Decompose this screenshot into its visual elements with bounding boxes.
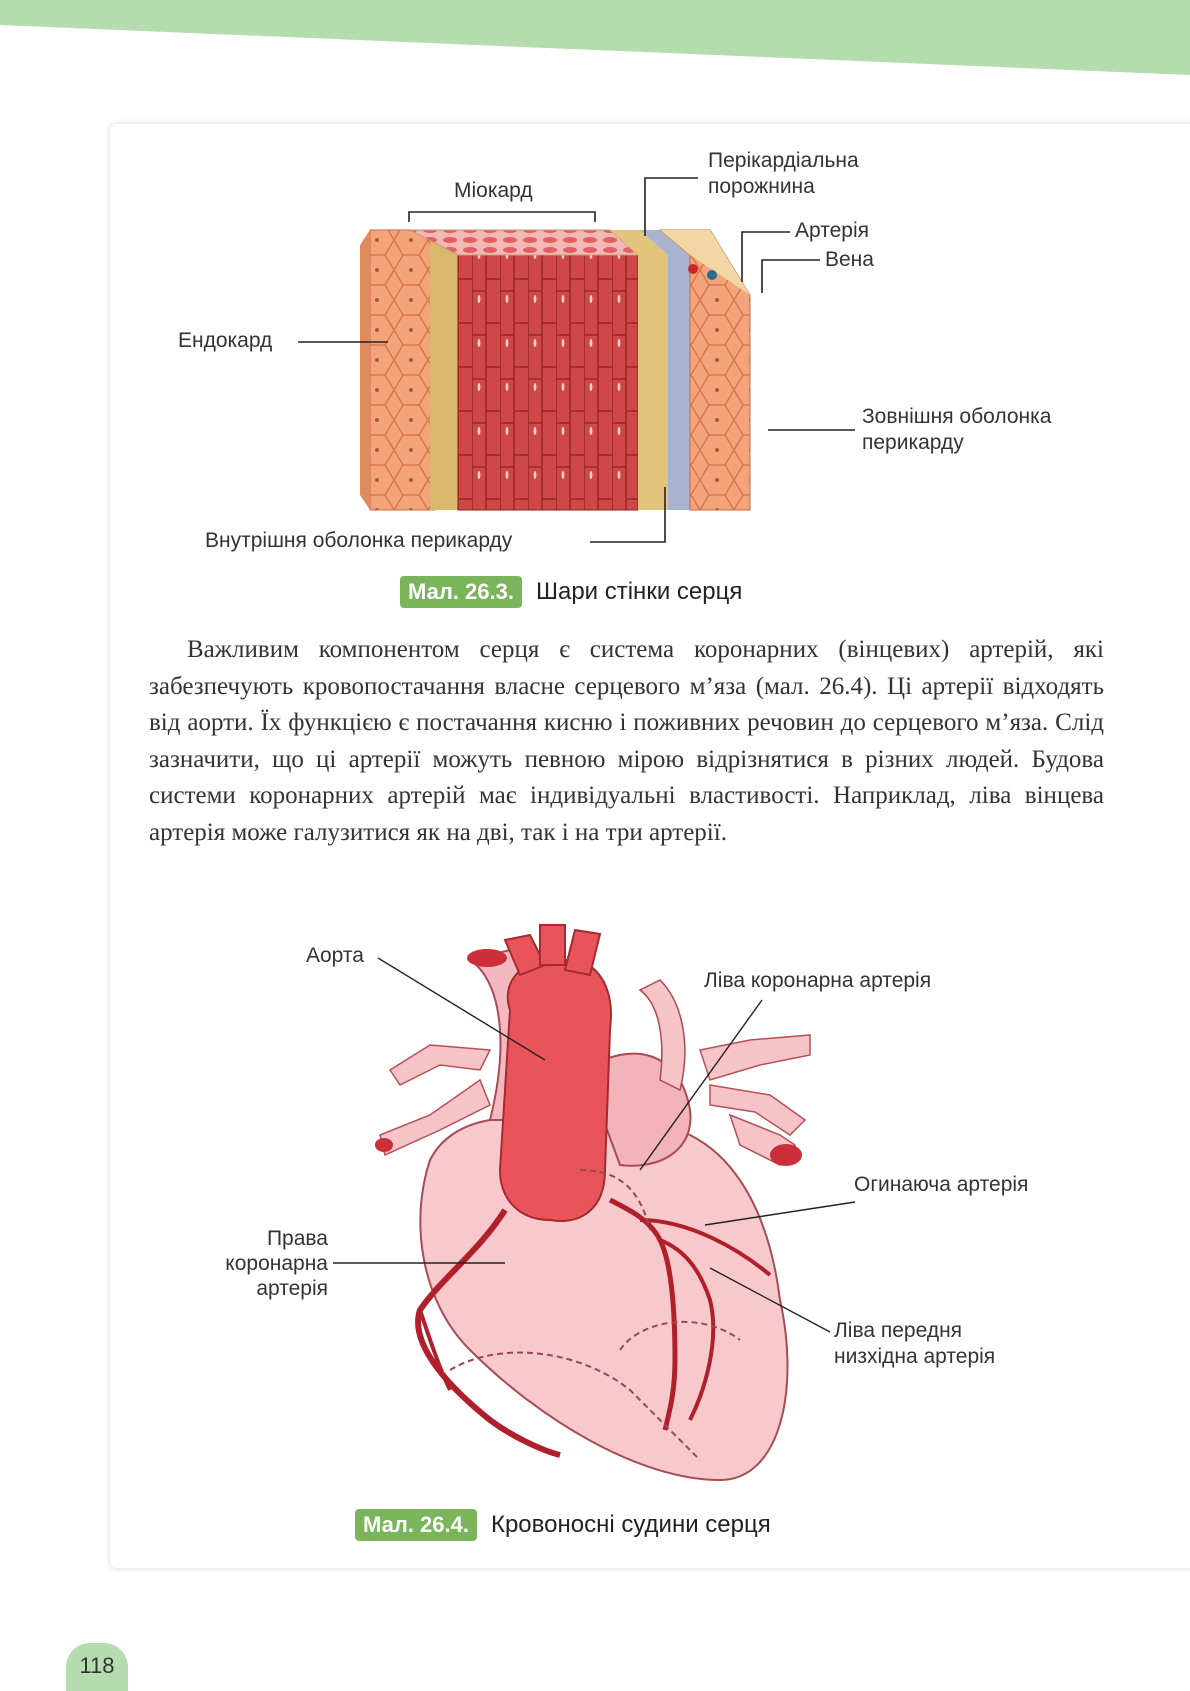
- label-lad-2: низхідна артерія: [834, 1345, 996, 1368]
- label-vein: Вена: [825, 248, 874, 271]
- label-outer-pericardium-2: перикарду: [862, 431, 964, 454]
- label-inner-pericardium: Внутрішня оболонка перикарду: [205, 529, 513, 552]
- label-pericardial-cavity-1: Перікардіальна: [708, 149, 859, 172]
- label-myocardium: Міокард: [454, 179, 533, 202]
- label-outer-pericardium-1: Зовнішня оболонка: [862, 405, 1052, 428]
- label-right-coronary-2: коронарна: [225, 1252, 328, 1275]
- figure1-leader-lines: [0, 0, 1190, 560]
- label-aorta: Аорта: [306, 944, 364, 967]
- label-left-coronary-artery: Ліва коронарна артерія: [704, 969, 932, 992]
- page-number: 118: [66, 1643, 128, 1691]
- label-circumflex-artery: Огинаюча артерія: [854, 1173, 1029, 1196]
- label-pericardial-cavity-2: порожнина: [708, 175, 815, 198]
- figure1-caption: [400, 576, 742, 608]
- figure2-caption: [355, 1509, 771, 1541]
- figure2-caption-text: Кровоносні судини серця: [490, 1511, 771, 1538]
- figure1-caption-number: Мал. 26.3.: [400, 576, 522, 608]
- figure1-caption-text: Шари стінки серця: [535, 578, 743, 605]
- label-right-coronary-1: Права: [266, 1227, 328, 1250]
- body-paragraph: Важливим компонентом серця є система коронарних (вінцевих) артерій, які забезпечують кровопостачання власне серцевого м’яза (мал. 26.4). Ці артерії відходять від аорти. Їх функцією є постачання кисню і поживних речовин до серцевого м’яза. Слід зазначити, що ці артерії можуть певною мірою відрізнятися в різних людей. Будова системи коронарних артерій має індивідуальні властивості. Наприклад, ліва вінцева артерія може галузитися як на дві, так і на три артерії.: [149, 636, 1104, 846]
- figure2-leader-lines: [0, 900, 1190, 1420]
- label-endocardium: Ендокард: [178, 329, 273, 352]
- figure2-caption-number: Мал. 26.4.: [355, 1509, 477, 1541]
- label-lad-1: Ліва передня: [834, 1319, 963, 1342]
- label-artery: Артерія: [795, 219, 870, 242]
- label-right-coronary-3: артерія: [256, 1277, 328, 1300]
